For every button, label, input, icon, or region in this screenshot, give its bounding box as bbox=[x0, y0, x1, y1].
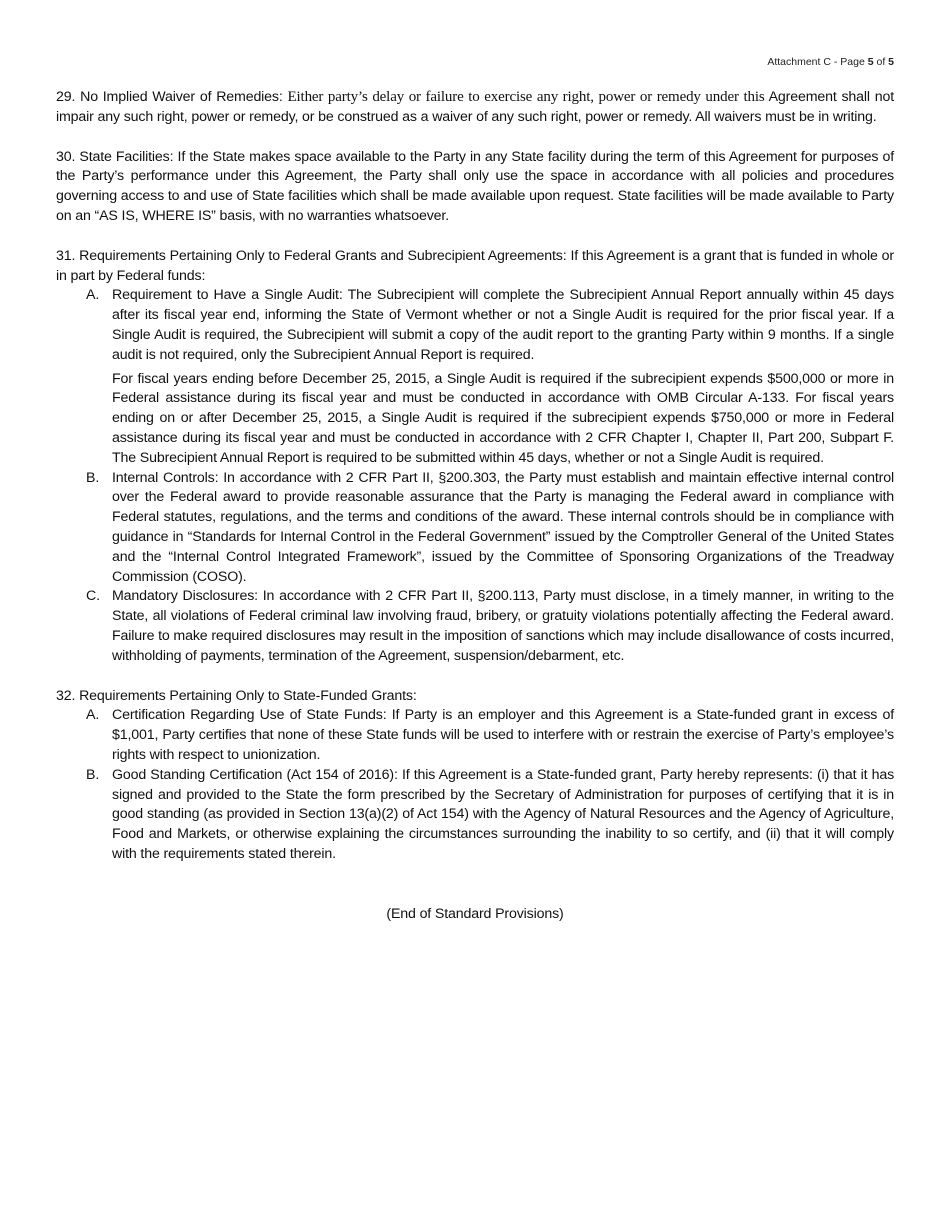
item-title: Certification Regarding Use of State Funds: bbox=[112, 707, 387, 724]
item-paragraph bbox=[112, 469, 894, 588]
item-body bbox=[112, 706, 894, 765]
section-30-heading: 30. State Facilities: bbox=[56, 148, 174, 165]
section-30-paragraph bbox=[56, 148, 894, 227]
section-32 bbox=[56, 687, 894, 865]
header-prefix: Attachment C - Page bbox=[767, 56, 868, 68]
header-page-total: 5 bbox=[888, 56, 894, 68]
section-29 bbox=[56, 88, 894, 128]
item-paragraph bbox=[112, 286, 894, 365]
item-title: Requirement to Have a Single Audit: bbox=[112, 287, 343, 304]
document-body bbox=[56, 88, 894, 924]
item-paragraph bbox=[112, 587, 894, 666]
item-paragraph bbox=[112, 706, 894, 765]
item-text: The Subrecipient will complete the Subrecipient Annual Report annually within 45 days after its fiscal year end, informing the State of Vermont whether or not a Single Audit is required for the prior fiscal year. If a Single Audit is required, the Subrecipient will submit a copy of the audit report to the granting Party within 9 months. If a single audit is not required, only the Subrecipient Annual Report is required. bbox=[112, 287, 894, 363]
section-29-text: Agreement shall not impair any such right, power or remedy, or be construed as a waiver of any such right, power or remedy. All waivers must be in writing. bbox=[56, 89, 895, 125]
section-29-paragraph bbox=[56, 88, 894, 128]
item-letter: A. bbox=[86, 707, 100, 724]
item-body bbox=[112, 587, 894, 666]
item-body bbox=[112, 766, 894, 865]
item-letter: C. bbox=[86, 588, 100, 605]
item-title: Mandatory Disclosures: bbox=[112, 588, 258, 605]
section-31-intro: If this Agreement is a grant that is funded in whole or in part by Federal funds: bbox=[56, 247, 894, 284]
item-paragraph bbox=[112, 766, 894, 865]
page-header bbox=[767, 56, 894, 68]
item-text: In accordance with 2 CFR Part II, §200.303, the Party must establish and maintain effective internal control over the Federal award to provide reasonable assurance that the Party is managing the Federal award in compliance with Federal statutes, regulations, and the terms and conditions of the award. These internal controls should be in compliance with guidance in “Standards for Internal Control in the Federal Government” issued by the Comptroller General of the United States and the “Internal Control Integrated Framework”, issued by the Committee of Sponsoring Organizations of the Treadway Commission (COSO). bbox=[112, 469, 894, 585]
header-page-number: 5 bbox=[867, 56, 874, 68]
section-31-heading: 31. Requirements Pertaining Only to Federal Grants and Subrecipient Agreements: bbox=[56, 247, 567, 264]
section-30 bbox=[56, 148, 894, 227]
item-text: If Party is an employer and this Agreement is a State-funded grant in excess of $1,001, Party certifies that none of these State funds will be used to interfere with or restrain the exercise of Party’s employee’s rights with respect to unionization. bbox=[112, 707, 895, 763]
item-letter: B. bbox=[86, 469, 100, 486]
section-32-heading: 32. Requirements Pertaining Only to State-Funded Grants: bbox=[56, 687, 417, 704]
section-31-intro-paragraph bbox=[56, 247, 894, 287]
item-text: In accordance with 2 CFR Part II, §200.113, Party must disclose, in a timely manner, in writing to the State, all violations of Federal criminal law involving fraud, bribery, or gratuity violations potentially affecting the Federal award. Failure to make required disclosures may result in the imposition of sanctions which may include disallowance of costs incurred, withholding of payments, termination of the Agreement, suspension/debarment, etc. bbox=[112, 588, 894, 664]
section-32-item-b bbox=[56, 766, 894, 865]
item-letter: A. bbox=[86, 287, 100, 304]
section-32-item-a bbox=[56, 706, 894, 765]
item-text: If this Agreement is a State-funded grant, Party hereby represents: (i) that it has signed and provided to the State the form prescribed by the Secretary of Administration for purposes of certifying that it is in good standing (as provided in Section 13(a)(2) of Act 154) with the Agency of Natural Resources and the Agency of Agriculture, Food and Markets, or otherwise explaining the circumstances surrounding the inability to so certify, and (ii) that it will comply with the requirements stated therein. bbox=[112, 766, 895, 862]
item-body bbox=[112, 286, 894, 468]
section-31 bbox=[56, 247, 894, 667]
end-of-provisions: (End of Standard Provisions) bbox=[386, 905, 564, 922]
section-32-heading-paragraph bbox=[56, 687, 894, 707]
section-30-text: If the State makes space available to the Party in any State facility during the term of this Agreement for purposes of the Party’s performance under this Agreement, the Party shall only use the space in accordance with all policies and procedures governing access to and use of State facilities which shall be made available upon request. State facilities will be made available to Party on an “AS IS, WHERE IS” basis, with no warranties whatsoever. bbox=[56, 148, 894, 224]
item-body bbox=[112, 469, 894, 588]
section-31-item-b bbox=[56, 469, 894, 588]
item-title: Good Standing Certification (Act 154 of 2016): bbox=[112, 766, 398, 783]
item-paragraph-2: For fiscal years ending before December 25, 2015, a Single Audit is required if the subrecipient expends $500,000 or more in Federal assistance during its fiscal year and must be conducted in accordance with OMB Circular A-133. For fiscal years ending on or after December 25, 2015, a Single Audit is required if the subrecipient expends $750,000 or more in Federal assistance during its fiscal year and must be conducted in accordance with 2 CFR Chapter I, Chapter II, Part 200, Subpart F. The Subrecipient Annual Report is required to be submitted within 45 days, whether or not a Single Audit is required. bbox=[112, 370, 894, 466]
section-29-text-serif: Either party’s delay or failure to exercise any right, power or remedy under this bbox=[287, 89, 765, 105]
section-31-item-c bbox=[56, 587, 894, 666]
section-31-item-a bbox=[56, 286, 894, 468]
item-title: Internal Controls: bbox=[112, 469, 219, 486]
header-of: of bbox=[873, 56, 889, 68]
item-letter: B. bbox=[86, 766, 100, 783]
section-29-heading: 29. No Implied Waiver of Remedies: bbox=[56, 89, 283, 105]
